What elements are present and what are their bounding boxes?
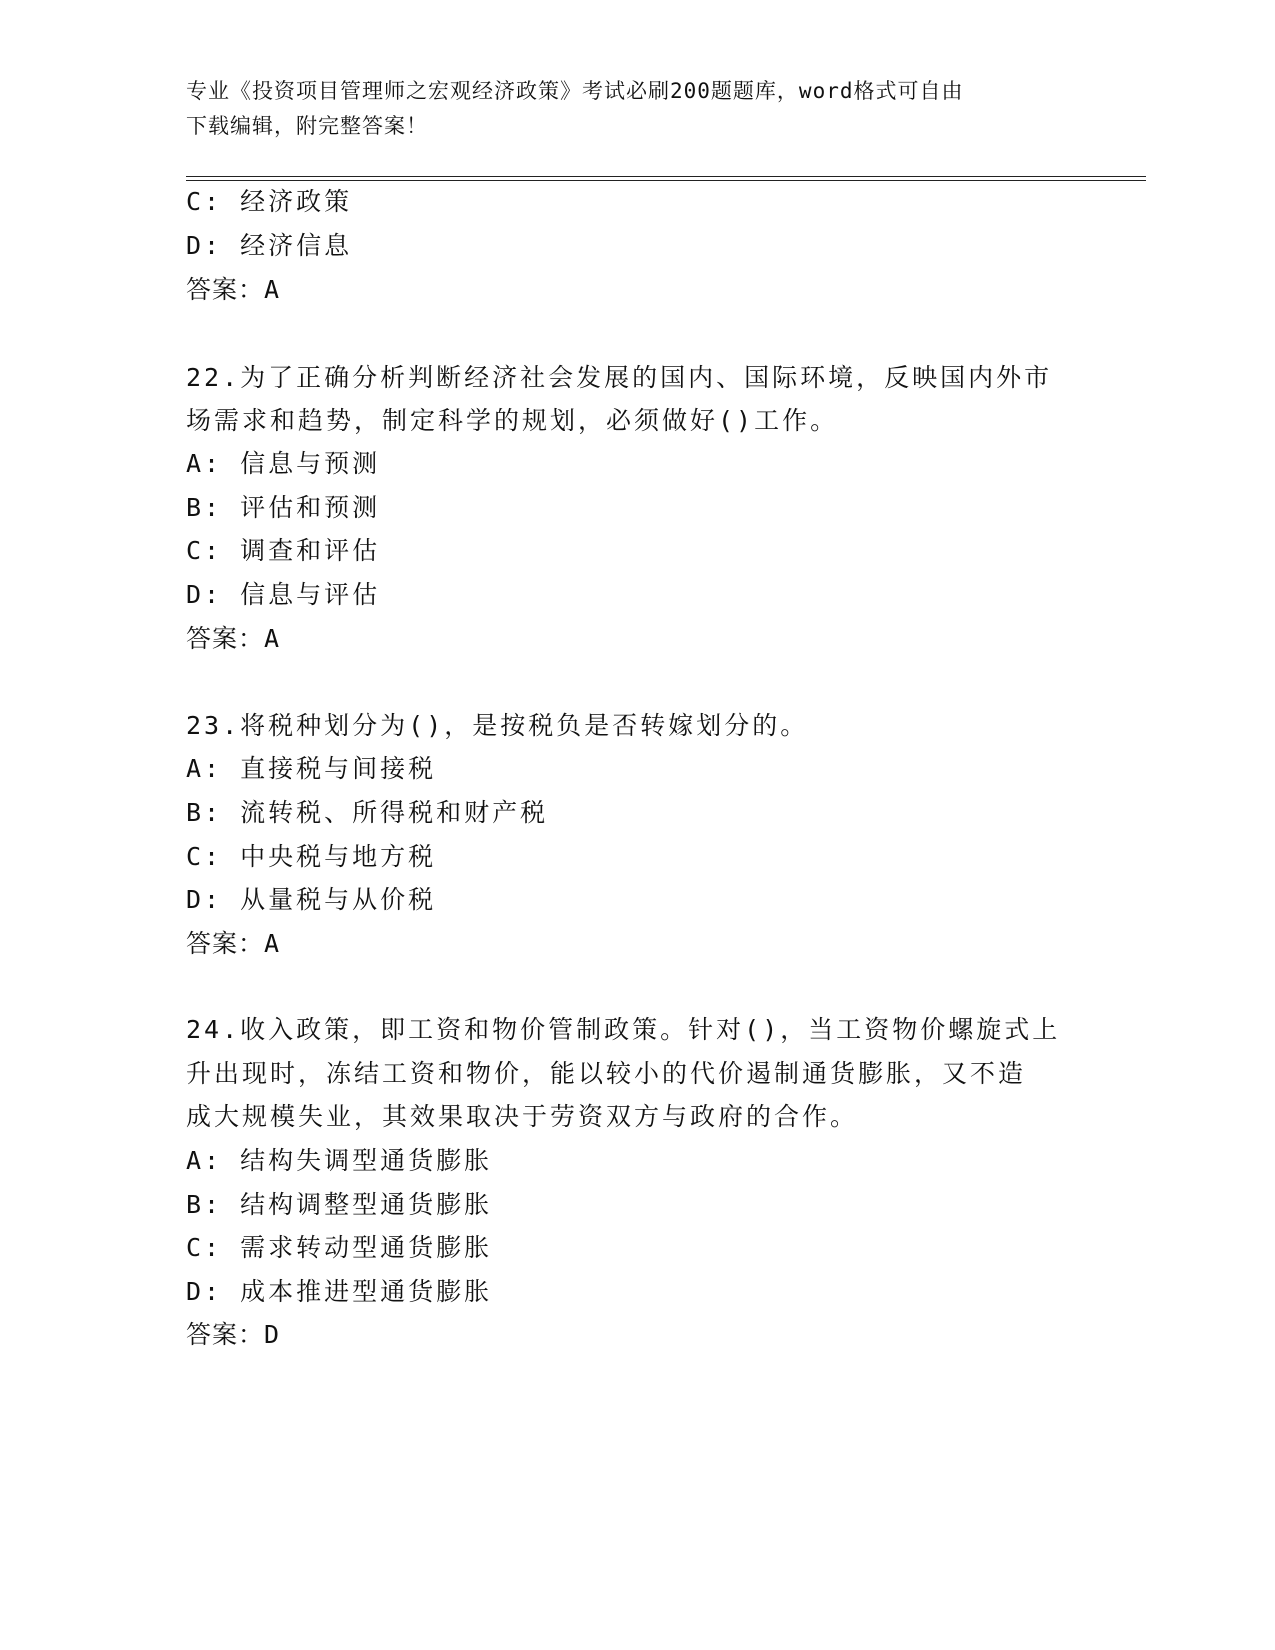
document-header: [186, 74, 1086, 144]
q23-option-c: C: 中央税与地方税: [186, 842, 437, 871]
q22-answer: 答案：A: [186, 624, 281, 653]
q24-option-d: D: 成本推进型通货膨胀: [186, 1277, 493, 1306]
q22-option-b: B: 评估和预测: [186, 493, 381, 522]
q23-option-a: A: 直接税与间接税: [186, 754, 437, 783]
q24-stem-line-1: 24.收入政策，即工资和物价管制政策。针对()，当工资物价螺旋式上: [186, 1015, 1061, 1044]
q22-option-a: A: 信息与预测: [186, 449, 381, 478]
q24-answer: 答案：D: [186, 1320, 281, 1349]
q22-option-d: D: 信息与评估: [186, 580, 381, 609]
q21-option-c: C: 经济政策: [186, 187, 353, 216]
q22-stem-line-1: 22.为了正确分析判断经济社会发展的国内、国际环境，反映国内外市: [186, 363, 1053, 392]
q24-stem-line-3: 成大规模失业，其效果取决于劳资双方与政府的合作。: [186, 1102, 859, 1131]
q24-option-c: C: 需求转动型通货膨胀: [186, 1233, 493, 1262]
header-line-2: 下载编辑，附完整答案！: [186, 114, 428, 138]
q24-option-a: A: 结构失调型通货膨胀: [186, 1146, 493, 1175]
q22-option-c: C: 调查和评估: [186, 536, 381, 565]
q23-answer: 答案：A: [186, 929, 281, 958]
q24-stem-line-2: 升出现时，冻结工资和物价，能以较小的代价遏制通货膨胀，又不造: [186, 1059, 1027, 1088]
q21-answer: 答案：A: [186, 275, 281, 304]
q24-option-b: B: 结构调整型通货膨胀: [186, 1190, 493, 1219]
q21-option-d: D: 经济信息: [186, 231, 353, 260]
header-line-1: 专业《投资项目管理师之宏观经济政策》考试必刷200题题库，word格式可自由: [186, 79, 964, 103]
header-divider: [186, 176, 1146, 181]
q23-stem-line-1: 23.将税种划分为()，是按税负是否转嫁划分的。: [186, 711, 809, 740]
q23-option-b: B: 流转税、所得税和财产税: [186, 798, 549, 827]
q23-option-d: D: 从量税与从价税: [186, 885, 437, 914]
q22-stem-line-2: 场需求和趋势，制定科学的规划，必须做好()工作。: [186, 406, 839, 435]
